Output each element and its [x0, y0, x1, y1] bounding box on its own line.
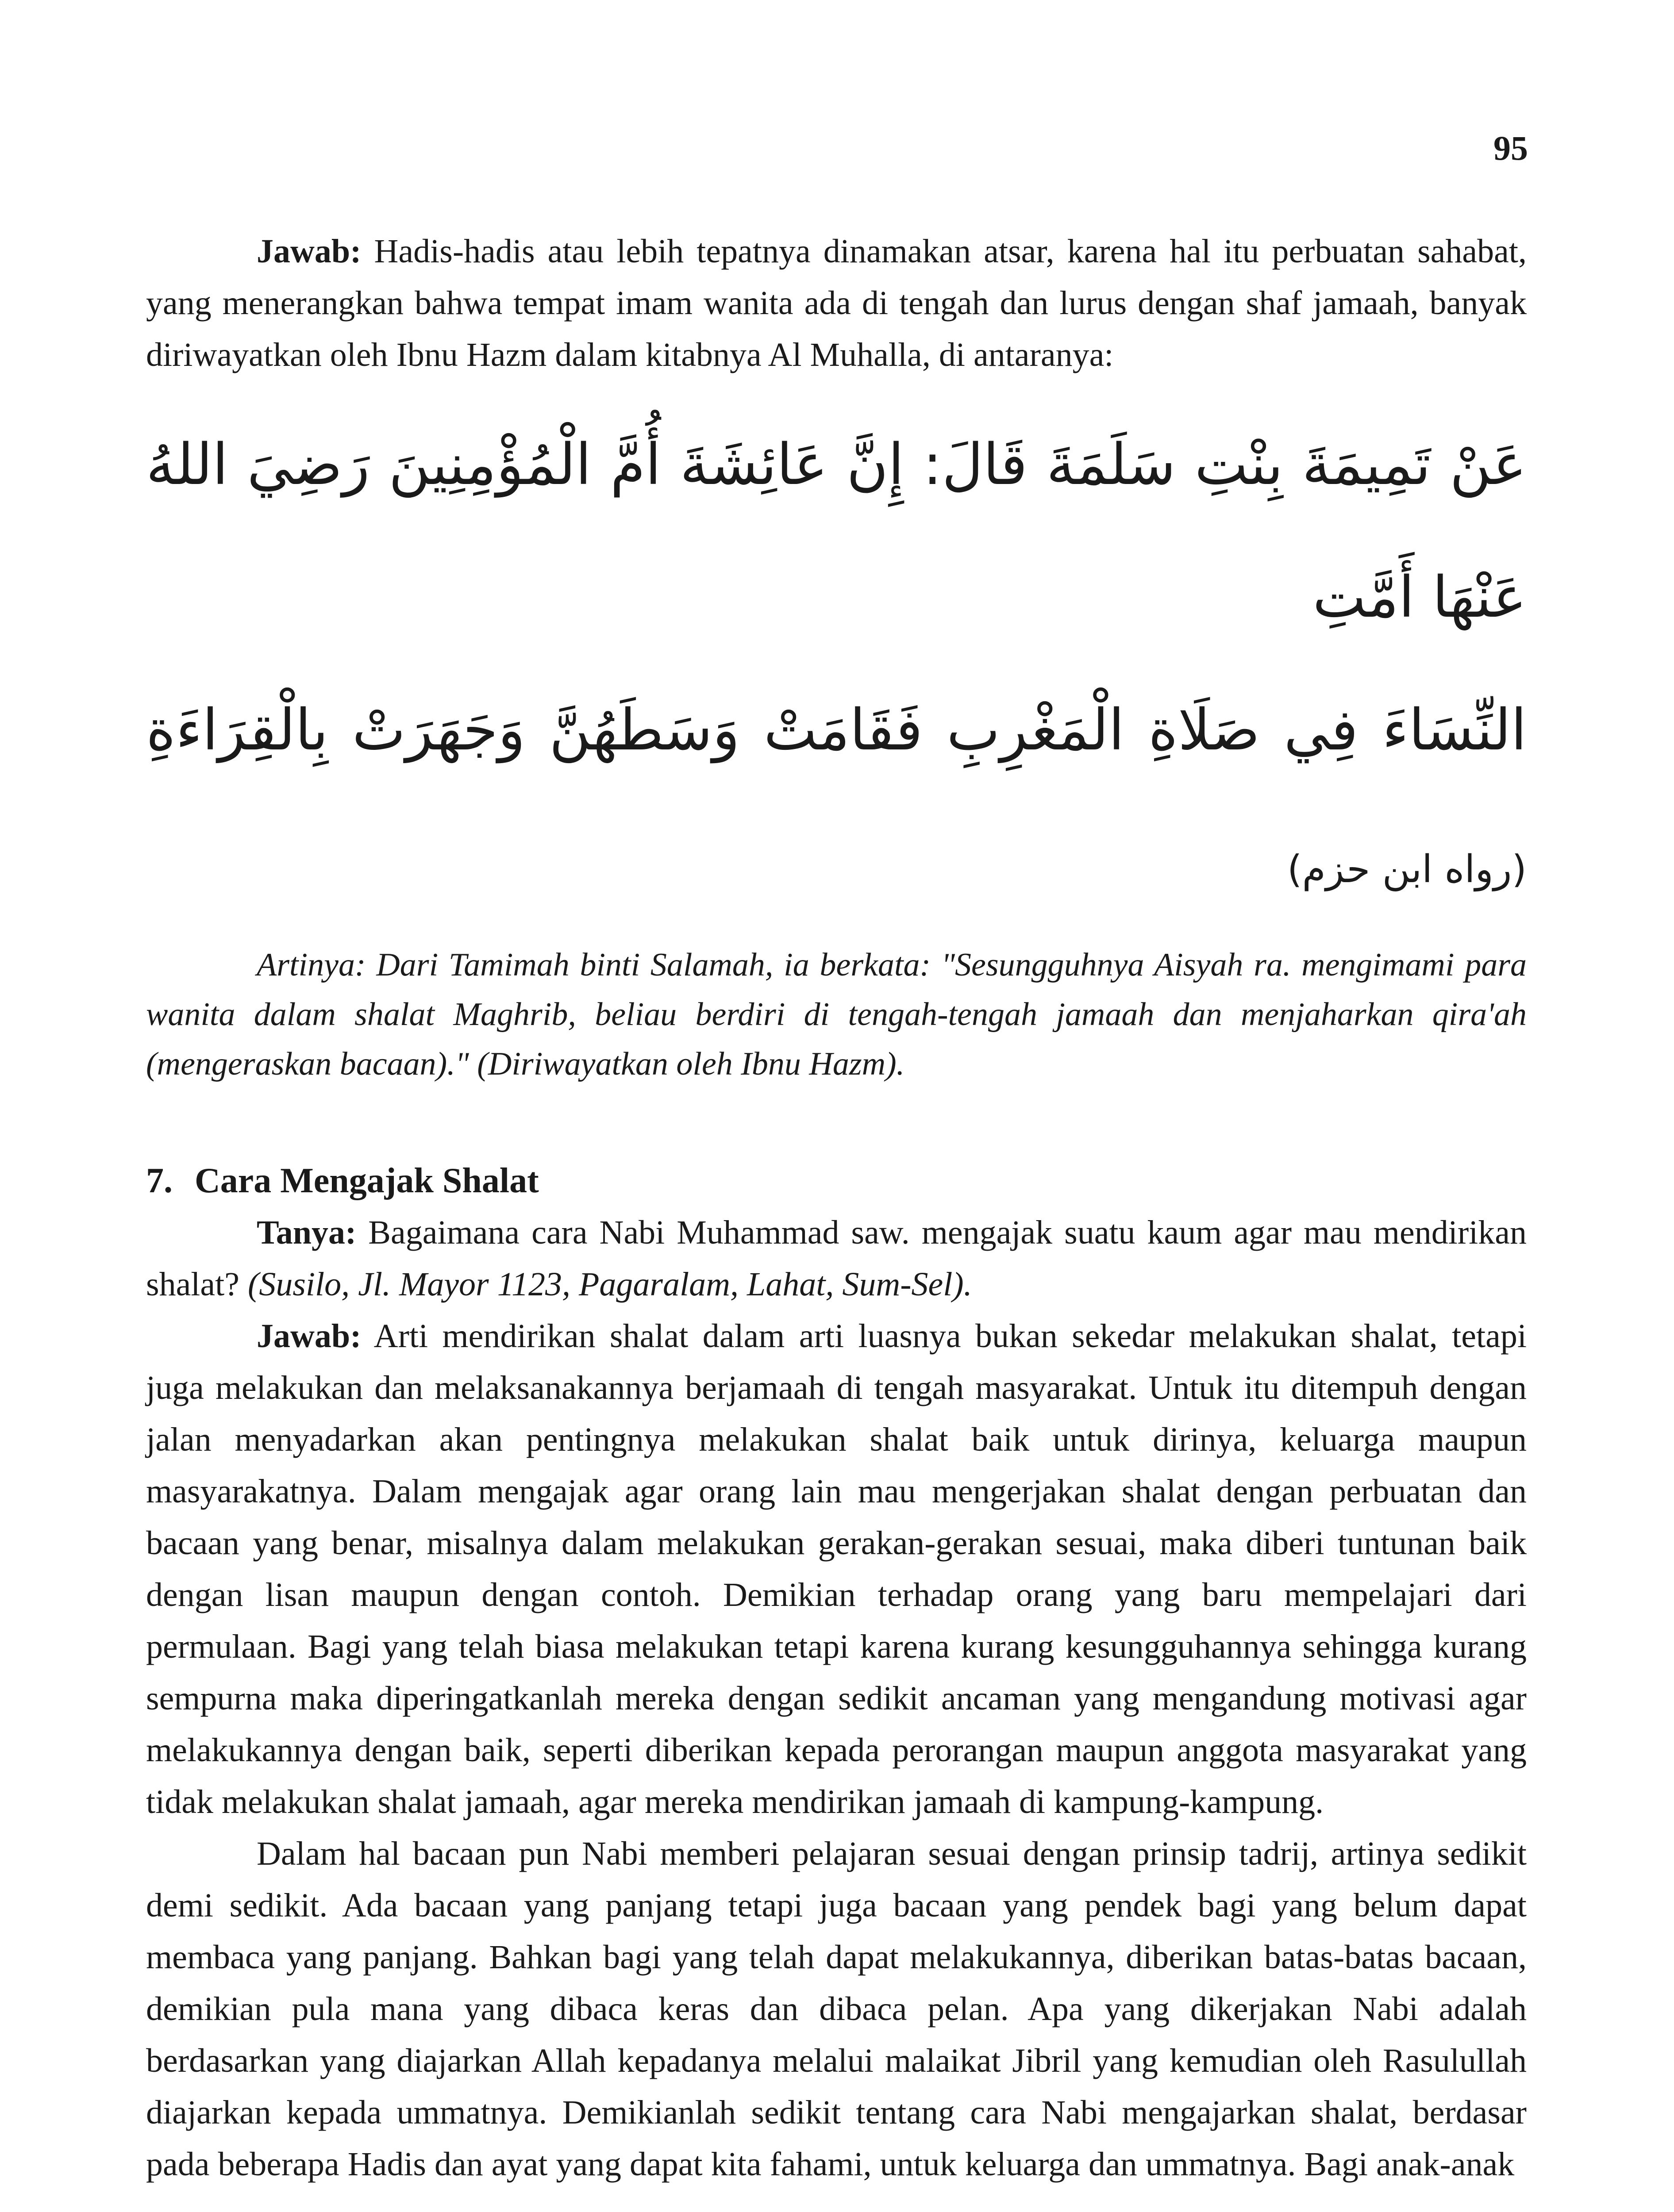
answer-paragraph	[146, 1310, 1527, 1828]
intro-label: Jawab:	[257, 233, 362, 270]
question-source: (Susilo, Jl. Mayor 1123, Pagaralam, Lahat, Sum-Sel).	[248, 1266, 972, 1303]
answer-label: Jawab:	[257, 1317, 362, 1355]
intro-paragraph	[146, 226, 1527, 381]
arabic-source-note: (رواه ابن حزم)	[1287, 847, 1527, 891]
arabic-quote	[146, 399, 1527, 936]
section-title: Cara Mengajak Shalat	[195, 1161, 539, 1200]
question-paragraph	[146, 1207, 1527, 1310]
section-number: 7.	[146, 1161, 173, 1200]
question-label: Tanya:	[257, 1214, 357, 1251]
page-content	[146, 226, 1527, 2190]
arabic-line-1: عَنْ تَمِيمَةَ بِنْتِ سَلَمَةَ قَالَ: إِنَّ عَائِشَةَ أُمَّ الْمُؤْمِنِينَ رَضِيَ اللهُ عَنْهَا أَمَّتِ	[146, 432, 1527, 630]
question-text: Bagaimana cara Nabi Muhammad saw. mengajak suatu kaum agar mau mendirikan shalat?	[146, 1214, 1527, 1303]
arabic-line-2	[146, 664, 1527, 936]
arabic-line-2-text: النِّسَاءَ فِي صَلَاةِ الْمَغْرِبِ فَقَامَتْ وَسَطَهُنَّ وَجَهَرَتْ بِالْقِرَاءَةِ	[146, 697, 1527, 763]
section-heading	[146, 1155, 1527, 1207]
page-number: 95	[1493, 129, 1528, 167]
translation-paragraph: Artinya: Dari Tamimah binti Salamah, ia berkata: "Sesungguhnya Aisyah ra. mengimami para wanita dalam shalat Maghrib, beliau berdiri di tengah-tengah jamaah dan menjaharkan qira'ah (mengeraskan bacaan)." (Diriwayatkan oleh Ibnu Hazm).	[146, 947, 1527, 1082]
answer-text: Arti mendirikan shalat dalam arti luasnya bukan sekedar melakukan shalat, tetapi juga melakukan dan melaksanakannya berjamaah di tengah masyarakat. Untuk itu ditempuh dengan jalan menyadarkan akan pentingnya melakukan shalat baik untuk dirinya, keluarga maupun masyarakatnya. Dalam mengajak agar orang lain mau mengerjakan shalat dengan perbuatan dan bacaan yang benar, misalnya dalam melakukan gerakan-gerakan sesuai, maka diberi tuntunan baik dengan lisan maupun dengan contoh. Demikian terhadap orang yang baru mempelajari dari permulaan. Bagi yang telah biasa melakukan tetapi karena kurang kesungguhannya sehingga kurang sempurna maka diperingatkanlah mereka dengan sedikit ancaman yang mengandung motivasi agar melakukannya dengan baik, seperti diberikan kepada perorangan maupun anggota masyarakat yang tidak melakukan shalat jamaah, agar mereka mendirikan jamaah di kampung-kampung.	[146, 1317, 1527, 1820]
closing-paragraph: Dalam hal bacaan pun Nabi memberi pelajaran sesuai dengan prinsip tadrij, artinya sedikit demi sedikit. Ada bacaan yang panjang tetapi juga bacaan yang pendek bagi yang belum dapat membaca yang panjang. Bahkan bagi yang telah dapat melakukannya, diberikan batas-batas bacaan, demikian pula mana yang dibaca keras dan dibaca pelan. Apa yang dikerjakan Nabi adalah berdasarkan yang diajarkan Allah kepadanya melalui malaikat Jibril yang kemudian oleh Rasulullah diajarkan kepada ummatnya. Demikianlah sedikit tentang cara Nabi mengajarkan shalat, berdasar pada beberapa Hadis dan ayat yang dapat kita fahami, untuk keluarga dan ummatnya. Bagi anak-anak	[146, 1835, 1527, 2183]
intro-text: Hadis-hadis atau lebih tepatnya dinamakan atsar, karena hal itu perbuatan sahabat, yang menerangkan bahwa tempat imam wanita ada di tengah dan lurus dengan shaf jamaah, banyak diriwayatkan oleh Ibnu Hazm dalam kitabnya Al Muhalla, di antaranya:	[146, 233, 1527, 373]
